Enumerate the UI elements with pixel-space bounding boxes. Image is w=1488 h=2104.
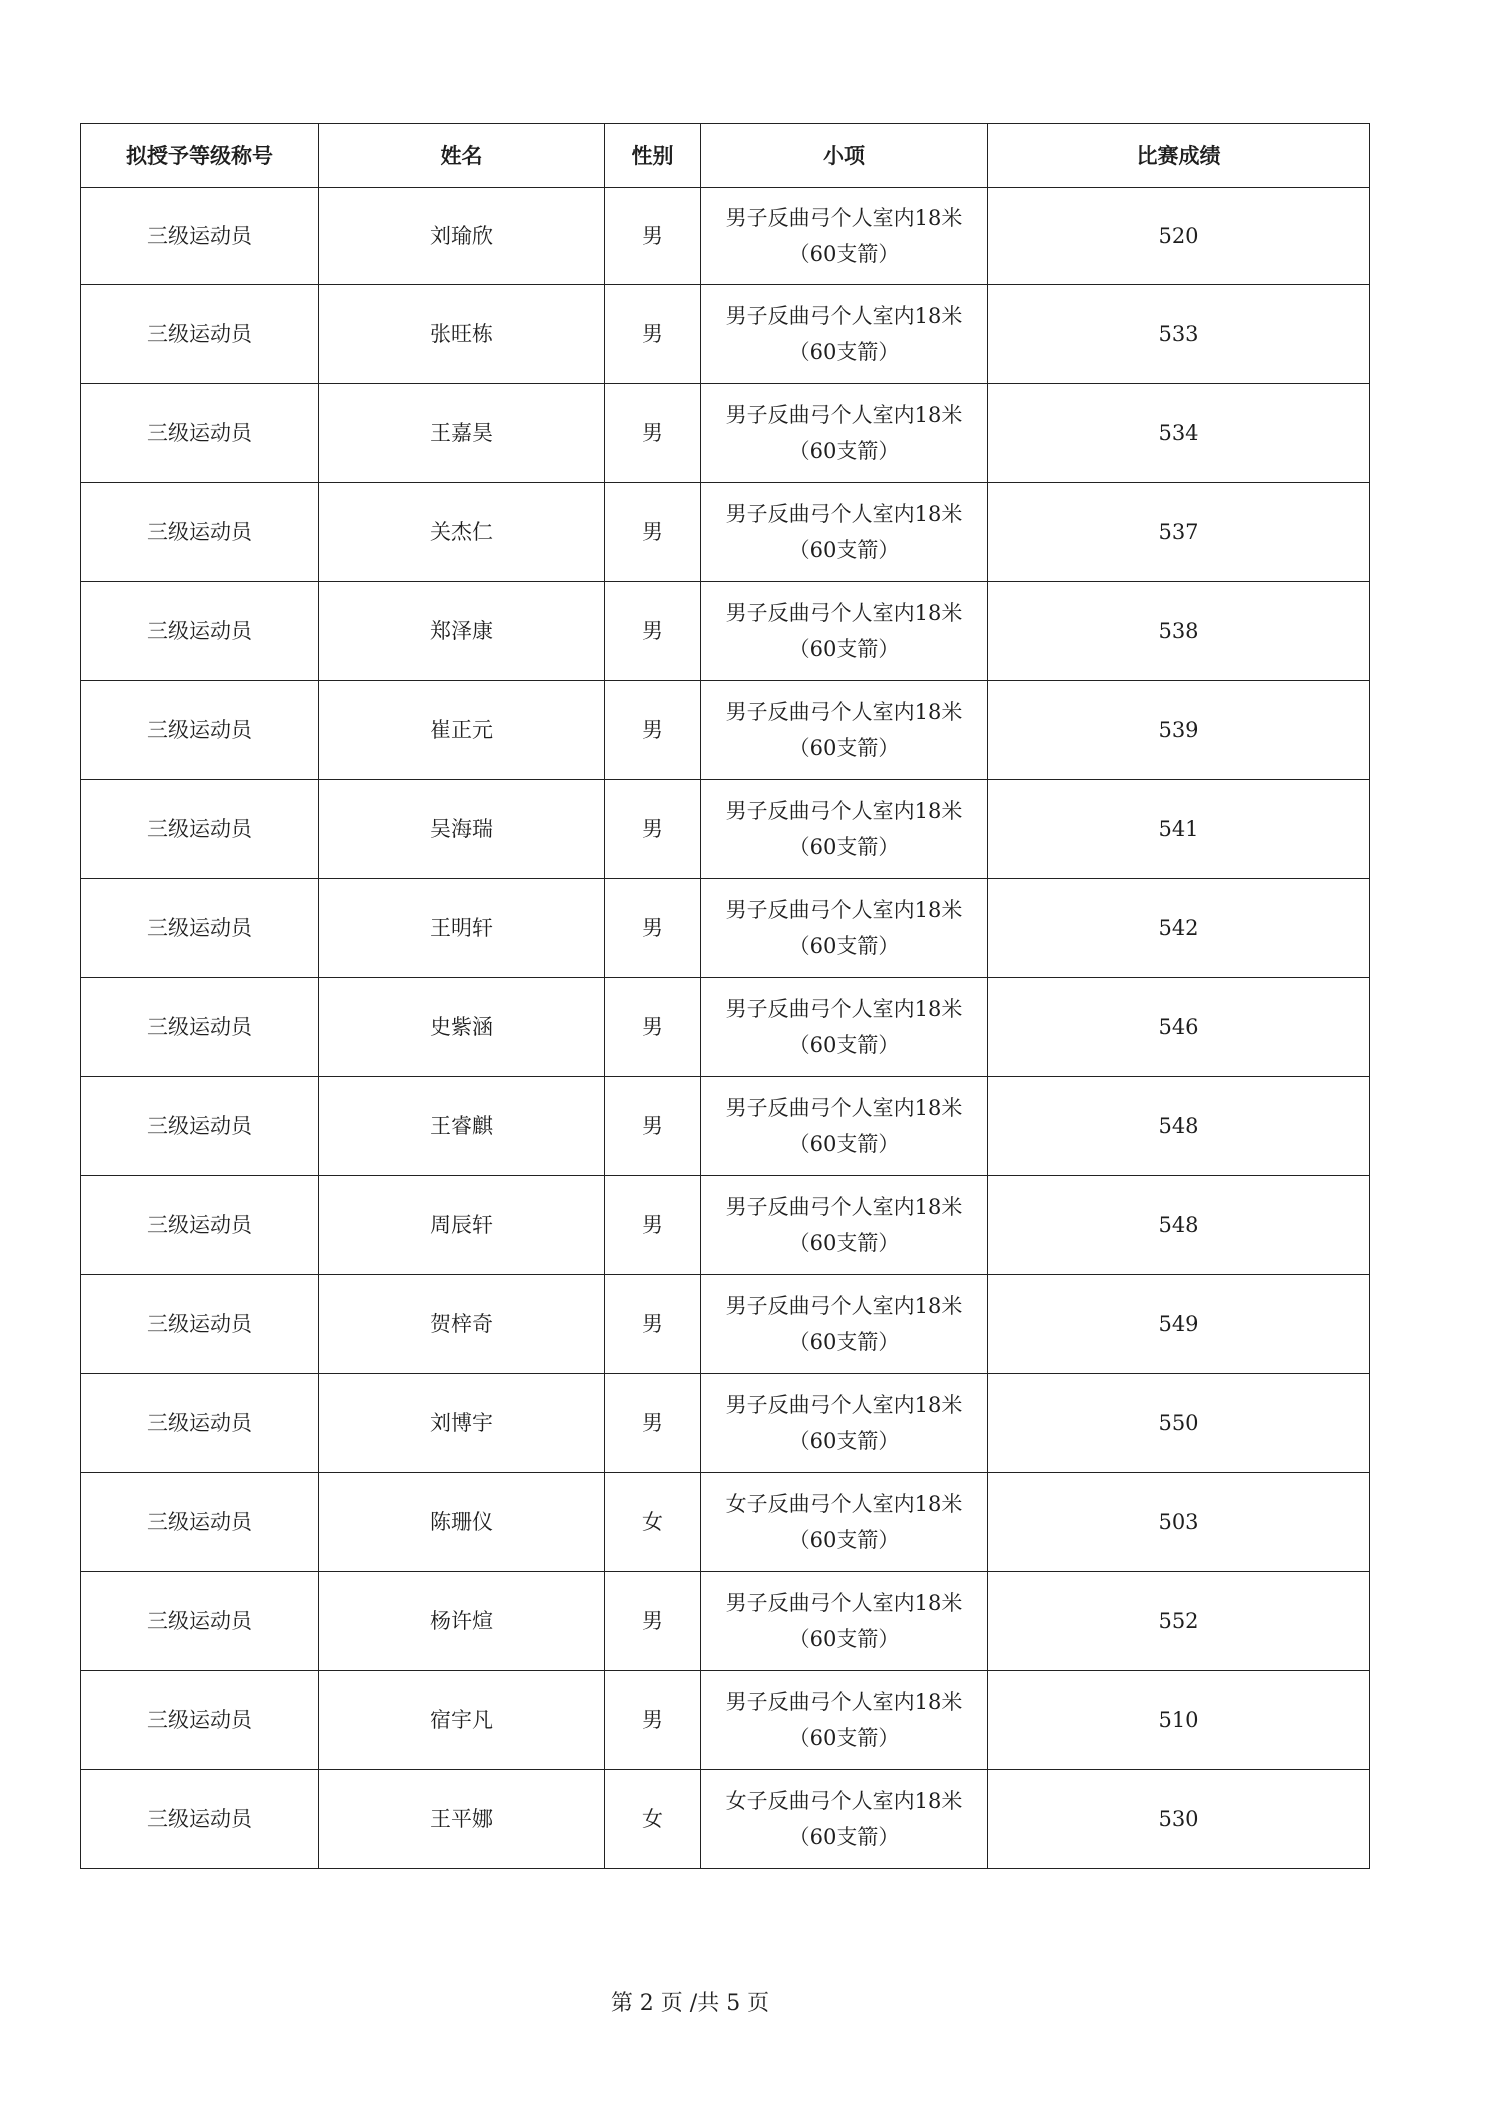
cell-title: 三级运动员 [81, 978, 319, 1077]
cell-gender: 男 [605, 978, 701, 1077]
page-number: 第 2 页 /共 5 页 [610, 1991, 770, 2016]
cell-gender: 男 [605, 1374, 701, 1473]
cell-event [701, 780, 988, 879]
event-arrows: （60支箭） [788, 340, 900, 364]
cell-name: 郑泽康 [319, 582, 605, 681]
event-arrows: （60支箭） [788, 1726, 900, 1750]
event-name: 男子反曲弓个人室内18米 [725, 304, 963, 328]
cell-event [701, 1671, 988, 1770]
event-arrows: （60支箭） [788, 1033, 900, 1057]
event-arrows: （60支箭） [788, 1132, 900, 1156]
table-row [81, 1473, 1370, 1572]
event-name: 男子反曲弓个人室内18米 [725, 700, 963, 724]
cell-score: 520 [988, 188, 1370, 285]
cell-score: 537 [988, 483, 1370, 582]
header-title: 拟授予等级称号 [81, 124, 319, 188]
event-arrows: （60支箭） [788, 637, 900, 661]
cell-score: 534 [988, 384, 1370, 483]
cell-score: 538 [988, 582, 1370, 681]
cell-title: 三级运动员 [81, 681, 319, 780]
athlete-table [80, 123, 1370, 1869]
event-arrows: （60支箭） [788, 1330, 900, 1354]
table-row [81, 1770, 1370, 1869]
cell-score: 548 [988, 1176, 1370, 1275]
table-row [81, 188, 1370, 285]
cell-score: 549 [988, 1275, 1370, 1374]
cell-name: 张旺栋 [319, 285, 605, 384]
cell-title: 三级运动员 [81, 188, 319, 285]
cell-gender: 女 [605, 1473, 701, 1572]
cell-name: 刘博宇 [319, 1374, 605, 1473]
event-name: 男子反曲弓个人室内18米 [725, 1294, 963, 1318]
cell-score: 546 [988, 978, 1370, 1077]
cell-name: 吴海瑞 [319, 780, 605, 879]
cell-title: 三级运动员 [81, 780, 319, 879]
event-name: 男子反曲弓个人室内18米 [725, 403, 963, 427]
cell-name: 陈珊仪 [319, 1473, 605, 1572]
event-name: 男子反曲弓个人室内18米 [725, 1096, 963, 1120]
table-row [81, 384, 1370, 483]
event-arrows: （60支箭） [788, 538, 900, 562]
cell-gender: 男 [605, 1077, 701, 1176]
cell-gender: 男 [605, 384, 701, 483]
event-name: 女子反曲弓个人室内18米 [725, 1789, 963, 1813]
cell-title: 三级运动员 [81, 384, 319, 483]
cell-title: 三级运动员 [81, 1473, 319, 1572]
event-name: 男子反曲弓个人室内18米 [725, 206, 963, 230]
table-row [81, 1077, 1370, 1176]
event-name: 女子反曲弓个人室内18米 [725, 1492, 963, 1516]
event-name: 男子反曲弓个人室内18米 [725, 799, 963, 823]
cell-title: 三级运动员 [81, 1572, 319, 1671]
table-row [81, 978, 1370, 1077]
cell-event [701, 879, 988, 978]
event-name: 男子反曲弓个人室内18米 [725, 1195, 963, 1219]
page-footer [0, 1986, 1380, 2017]
event-arrows: （60支箭） [788, 1825, 900, 1849]
cell-score: 550 [988, 1374, 1370, 1473]
event-arrows: （60支箭） [788, 835, 900, 859]
event-name: 男子反曲弓个人室内18米 [725, 601, 963, 625]
cell-event [701, 285, 988, 384]
table-header-row [81, 124, 1370, 188]
event-name: 男子反曲弓个人室内18米 [725, 997, 963, 1021]
cell-gender: 男 [605, 1572, 701, 1671]
table-row [81, 1374, 1370, 1473]
cell-score: 510 [988, 1671, 1370, 1770]
cell-event [701, 1572, 988, 1671]
cell-gender: 男 [605, 285, 701, 384]
cell-title: 三级运动员 [81, 1275, 319, 1374]
cell-gender: 女 [605, 1770, 701, 1869]
table-row [81, 1572, 1370, 1671]
cell-gender: 男 [605, 681, 701, 780]
cell-name: 贺梓奇 [319, 1275, 605, 1374]
cell-score: 548 [988, 1077, 1370, 1176]
event-name: 男子反曲弓个人室内18米 [725, 502, 963, 526]
cell-event [701, 978, 988, 1077]
cell-score: 530 [988, 1770, 1370, 1869]
cell-score: 533 [988, 285, 1370, 384]
cell-name: 王嘉昊 [319, 384, 605, 483]
cell-score: 541 [988, 780, 1370, 879]
cell-name: 王睿麒 [319, 1077, 605, 1176]
cell-name: 周辰轩 [319, 1176, 605, 1275]
event-arrows: （60支箭） [788, 1627, 900, 1651]
event-name: 男子反曲弓个人室内18米 [725, 1591, 963, 1615]
event-arrows: （60支箭） [788, 736, 900, 760]
header-score: 比赛成绩 [988, 124, 1370, 188]
header-event: 小项 [701, 124, 988, 188]
cell-score: 542 [988, 879, 1370, 978]
table-row [81, 879, 1370, 978]
cell-event [701, 1176, 988, 1275]
cell-gender: 男 [605, 1275, 701, 1374]
cell-name: 王平娜 [319, 1770, 605, 1869]
table-row [81, 582, 1370, 681]
table-row [81, 483, 1370, 582]
cell-title: 三级运动员 [81, 285, 319, 384]
cell-title: 三级运动员 [81, 582, 319, 681]
cell-name: 崔正元 [319, 681, 605, 780]
event-arrows: （60支箭） [788, 242, 900, 266]
event-arrows: （60支箭） [788, 934, 900, 958]
cell-title: 三级运动员 [81, 879, 319, 978]
cell-gender: 男 [605, 188, 701, 285]
event-arrows: （60支箭） [788, 1528, 900, 1552]
header-name: 姓名 [319, 124, 605, 188]
cell-event [701, 188, 988, 285]
cell-score: 503 [988, 1473, 1370, 1572]
cell-name: 宿宇凡 [319, 1671, 605, 1770]
cell-score: 539 [988, 681, 1370, 780]
cell-event [701, 681, 988, 780]
cell-name: 刘瑜欣 [319, 188, 605, 285]
cell-title: 三级运动员 [81, 1671, 319, 1770]
cell-event [701, 384, 988, 483]
table-row [81, 780, 1370, 879]
event-arrows: （60支箭） [788, 1231, 900, 1255]
cell-gender: 男 [605, 780, 701, 879]
cell-event [701, 1077, 988, 1176]
event-arrows: （60支箭） [788, 1429, 900, 1453]
cell-name: 关杰仁 [319, 483, 605, 582]
cell-gender: 男 [605, 1176, 701, 1275]
cell-event [701, 582, 988, 681]
table-row [81, 1176, 1370, 1275]
cell-event [701, 1275, 988, 1374]
cell-gender: 男 [605, 879, 701, 978]
header-gender: 性别 [605, 124, 701, 188]
event-name: 男子反曲弓个人室内18米 [725, 1393, 963, 1417]
cell-name: 王明轩 [319, 879, 605, 978]
cell-title: 三级运动员 [81, 1374, 319, 1473]
cell-title: 三级运动员 [81, 1176, 319, 1275]
cell-title: 三级运动员 [81, 483, 319, 582]
event-name: 男子反曲弓个人室内18米 [725, 898, 963, 922]
cell-event [701, 1473, 988, 1572]
cell-title: 三级运动员 [81, 1770, 319, 1869]
cell-gender: 男 [605, 582, 701, 681]
cell-name: 杨许煊 [319, 1572, 605, 1671]
cell-event [701, 483, 988, 582]
table-row [81, 1671, 1370, 1770]
cell-title: 三级运动员 [81, 1077, 319, 1176]
cell-gender: 男 [605, 1671, 701, 1770]
event-arrows: （60支箭） [788, 439, 900, 463]
table-row [81, 285, 1370, 384]
cell-event [701, 1770, 988, 1869]
cell-gender: 男 [605, 483, 701, 582]
cell-event [701, 1374, 988, 1473]
cell-score: 552 [988, 1572, 1370, 1671]
table-row [81, 681, 1370, 780]
table-row [81, 1275, 1370, 1374]
cell-name: 史紫涵 [319, 978, 605, 1077]
event-name: 男子反曲弓个人室内18米 [725, 1690, 963, 1714]
